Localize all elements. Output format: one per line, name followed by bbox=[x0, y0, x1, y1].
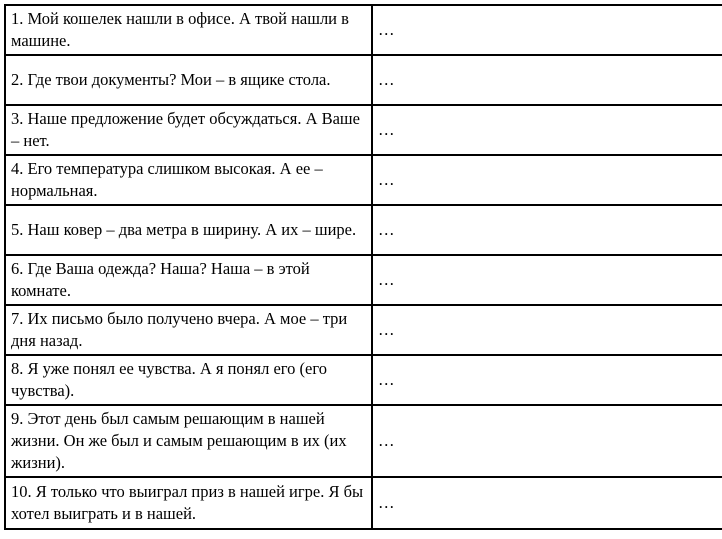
sentence-cell bbox=[5, 305, 372, 355]
answer-placeholder: … bbox=[378, 20, 395, 39]
table-row bbox=[5, 5, 722, 55]
answer-placeholder: … bbox=[378, 270, 395, 289]
sentence-text: 1. Мой кошелек нашли в офисе. А твой нашли в машине. bbox=[11, 9, 349, 50]
sentence-cell bbox=[5, 477, 372, 529]
sentence-text: 5. Наш ковер – два метра в ширину. А их – шире. bbox=[11, 220, 357, 239]
sentence-cell bbox=[5, 205, 372, 255]
table-row bbox=[5, 355, 722, 405]
table-row bbox=[5, 405, 722, 477]
answer-cell bbox=[372, 55, 722, 105]
sentence-text: 4. Его температура слишком высокая. А ее – нормальная. bbox=[11, 159, 323, 200]
sentence-text: 10. Я только что выиграл приз в нашей игре. Я бы хотел выиграть и в нашей. bbox=[11, 482, 364, 523]
answer-placeholder: … bbox=[378, 170, 395, 189]
answer-placeholder: … bbox=[378, 431, 395, 450]
answer-placeholder: … bbox=[378, 220, 395, 239]
answer-cell bbox=[372, 105, 722, 155]
answer-cell bbox=[372, 355, 722, 405]
answer-cell bbox=[372, 477, 722, 529]
sentence-text: 2. Где твои документы? Мои – в ящике стола. bbox=[11, 70, 331, 89]
answer-cell bbox=[372, 155, 722, 205]
sentence-cell bbox=[5, 405, 372, 477]
sentence-cell bbox=[5, 55, 372, 105]
table-row bbox=[5, 105, 722, 155]
answer-placeholder: … bbox=[378, 493, 395, 512]
sentence-text: 9. Этот день был самым решающим в нашей жизни. Он же был и самым решающим в их (их жизни). bbox=[11, 409, 347, 472]
sentence-cell bbox=[5, 5, 372, 55]
table-row bbox=[5, 477, 722, 529]
answer-placeholder: … bbox=[378, 120, 395, 139]
answer-placeholder: … bbox=[378, 370, 395, 389]
answer-placeholder: … bbox=[378, 320, 395, 339]
sentence-cell bbox=[5, 155, 372, 205]
table-row bbox=[5, 255, 722, 305]
exercise-sheet bbox=[4, 4, 719, 535]
table-row bbox=[5, 305, 722, 355]
answer-cell bbox=[372, 5, 722, 55]
sentence-cell bbox=[5, 105, 372, 155]
table-row bbox=[5, 205, 722, 255]
answer-cell bbox=[372, 405, 722, 477]
answer-cell bbox=[372, 255, 722, 305]
sentence-text: 6. Где Ваша одежда? Наша? Наша – в этой комнате. bbox=[11, 259, 310, 300]
sentence-cell bbox=[5, 355, 372, 405]
sentence-text: 3. Наше предложение будет обсуждаться. А Ваше – нет. bbox=[11, 109, 360, 150]
answer-cell bbox=[372, 205, 722, 255]
table-row bbox=[5, 55, 722, 105]
answer-cell bbox=[372, 305, 722, 355]
answer-placeholder: … bbox=[378, 70, 395, 89]
exercise-table bbox=[4, 4, 722, 530]
sentence-cell bbox=[5, 255, 372, 305]
sentence-text: 8. Я уже понял ее чувства. А я понял его (его чувства). bbox=[11, 359, 327, 400]
sentence-text: 7. Их письмо было получено вчера. А мое – три дня назад. bbox=[11, 309, 348, 350]
table-row bbox=[5, 155, 722, 205]
